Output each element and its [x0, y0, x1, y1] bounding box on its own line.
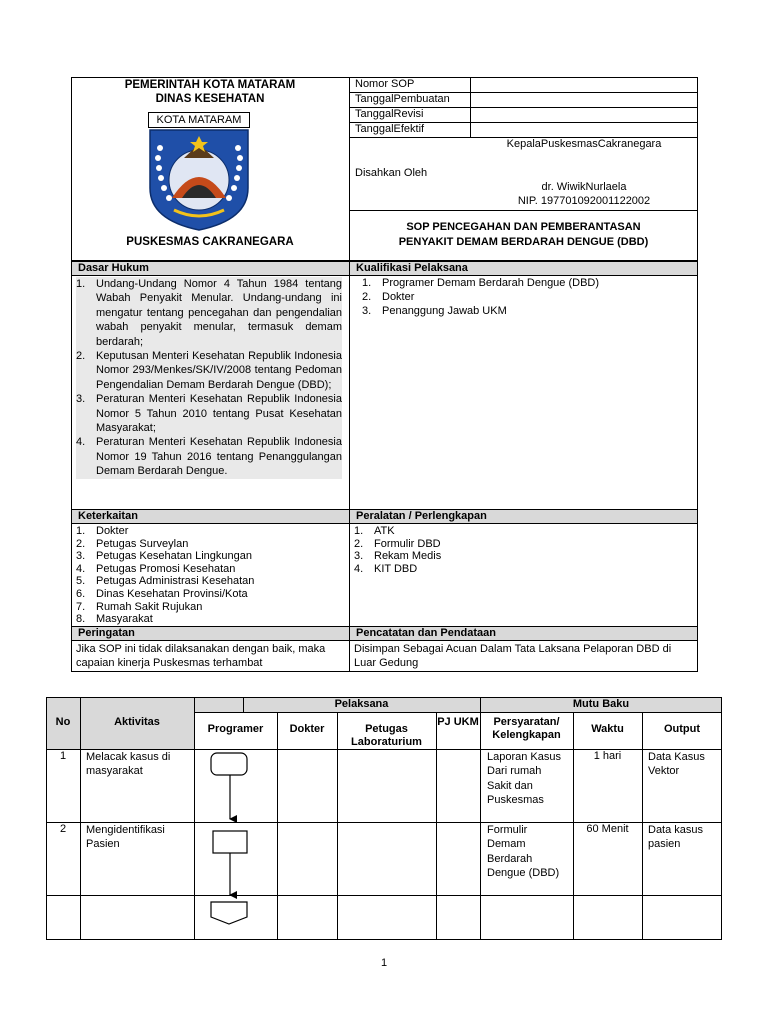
row2-output: Data kasus pasien: [648, 824, 704, 851]
meta-label-tanggal-pembuatan: TanggalPembuatan: [355, 93, 450, 105]
page-number: 1: [380, 957, 388, 969]
list-item: 2. Petugas Surveylan: [76, 537, 189, 550]
peringatan-heading: Peringatan: [72, 627, 349, 641]
list-item: 4. Peraturan Menteri Kesehatan Republik Indonesia Nomor 19 Tahun 2016 tentang Penanggulangan Demam Berdarah Dengue.: [76, 436, 342, 478]
list-item: 7. Rumah Sakit Rujukan: [76, 600, 203, 613]
meta-label-tanggal-revisi: TanggalRevisi: [355, 108, 424, 120]
keterkaitan-heading: Keterkaitan: [72, 510, 349, 524]
meta-label-tanggal-efektif: TanggalEfektif: [355, 123, 425, 135]
process-box-shape: [213, 831, 247, 853]
list-item: 6. Dinas Kesehatan Provinsi/Kota: [76, 587, 248, 600]
kota-mataram-logo: [144, 112, 254, 232]
kualifikasi-heading: Kualifikasi Pelaksana: [350, 262, 697, 276]
col-header-aktivitas: Aktivitas: [114, 716, 160, 728]
pencatatan-text: Disimpan Sebagai Acuan Dalam Tata Laksana Pelaporan DBD di Luar Gedung: [354, 643, 672, 669]
col-header-pelaksana: Pelaksana: [334, 698, 389, 710]
shield-emblem-icon: [144, 128, 254, 232]
row2-persyaratan: Formulir Demam Berdarah Dengue (DBD): [487, 824, 560, 880]
list-item: 1. Undang-Undang Nomor 4 Tahun 1984 tentang Wabah Penyakit Menular. Undang-undang ini mengatur tentang pencegahan dan pengendalian wabah penyakit menular, termasuk demam berdarah;: [76, 278, 342, 348]
row1-output: Data Kasus Vektor: [648, 751, 705, 778]
dasar-hukum-heading: Dasar Hukum: [72, 262, 349, 276]
disahkan-label: Disahkan Oleh: [355, 167, 428, 179]
row1-persyaratan: Laporan Kasus Dari rumah Sakit dan Puskesmas: [487, 751, 561, 807]
list-item: 4. KIT DBD: [354, 562, 418, 575]
kepala-puskesmas: KepalaPuskesmasCakranegara: [506, 138, 662, 150]
col-header-programer: Programer: [207, 723, 264, 735]
logo-text: KOTA MATARAM: [148, 112, 250, 128]
off-page-connector-shape: [211, 902, 247, 924]
row2-no: 2: [59, 823, 67, 835]
list-item: 1. Dokter: [76, 525, 129, 537]
list-item: 3. Peraturan Menteri Kesehatan Republik Indonesia Nomor 5 Tahun 2010 tentang Pusat Kesehatan Masyarakat;: [76, 393, 342, 435]
col-header-output: Output: [663, 723, 701, 735]
col-header-petugas-lab: Petugas Laboraturium: [351, 723, 422, 748]
row1-aktivitas: Melacak kasus di masyarakat: [86, 751, 171, 778]
puskesmas-name: PUSKESMAS CAKRANEGARA: [126, 236, 294, 248]
list-item: 4. Petugas Promosi Kesehatan: [76, 562, 236, 575]
col-header-waktu: Waktu: [591, 723, 624, 735]
list-item: 3. Rekam Medis: [354, 550, 442, 563]
row2-waktu: 60 Menit: [586, 823, 629, 835]
start-terminator-shape: [211, 753, 247, 775]
col-header-persyaratan: Persyaratan/ Kelengkapan: [492, 716, 561, 741]
col-header-no: No: [55, 716, 71, 728]
list-item: 2. Dokter: [362, 291, 415, 303]
list-item: 3. Petugas Kesehatan Lingkungan: [76, 550, 252, 563]
row1-waktu: 1 hari: [593, 750, 622, 762]
col-header-mutu-baku: Mutu Baku: [572, 698, 630, 710]
col-header-dokter: Dokter: [289, 723, 325, 735]
sop-title-line1: SOP PENCEGAHAN DAN PEMBERANTASAN: [406, 221, 641, 233]
dasar-hukum-list: [76, 277, 342, 479]
col-header-pj-ukm: PJ UKM: [437, 716, 479, 728]
row2-aktivitas: Mengidentifikasi Pasien: [86, 824, 165, 851]
flowchart: [194, 749, 277, 940]
list-item: 2. Formulir DBD: [354, 537, 441, 550]
peralatan-heading: Peralatan / Perlengkapan: [350, 510, 697, 524]
signatory-name: dr. WiwikNurlaela: [541, 181, 627, 193]
signatory-nip: NIP. 197701092001122002: [517, 195, 651, 207]
list-item: 1. Programer Demam Berdarah Dengue (DBD): [362, 277, 600, 289]
dept-title: DINAS KESEHATAN: [155, 93, 265, 105]
pencatatan-heading: Pencatatan dan Pendataan: [350, 627, 697, 641]
peralatan-list: [354, 525, 684, 575]
list-item: 2. Keputusan Menteri Kesehatan Republik Indonesia Nomor 293/Menkes/SK/IV/2008 tentang Pedoman Pengendalian Demam Berdarah Dengue (DBD);: [76, 350, 342, 391]
gov-title: PEMERINTAH KOTA MATARAM: [124, 79, 296, 91]
keterkaitan-list: [76, 525, 344, 626]
kualifikasi-list: [362, 276, 692, 318]
sop-title-line2: PENYAKIT DEMAM BERDARAH DENGUE (DBD): [398, 236, 649, 248]
list-item: 8. Masyarakat: [76, 613, 153, 626]
meta-label-nomor-sop: Nomor SOP: [355, 78, 415, 90]
row1-no: 1: [59, 750, 67, 762]
peringatan-text: Jika SOP ini tidak dilaksanakan dengan baik, maka capaian kinerja Puskesmas terhambat: [76, 643, 326, 669]
list-item: 5. Petugas Administrasi Kesehatan: [76, 575, 255, 588]
list-item: 3. Penanggung Jawab UKM: [362, 305, 507, 317]
list-item: 1. ATK: [354, 525, 395, 537]
